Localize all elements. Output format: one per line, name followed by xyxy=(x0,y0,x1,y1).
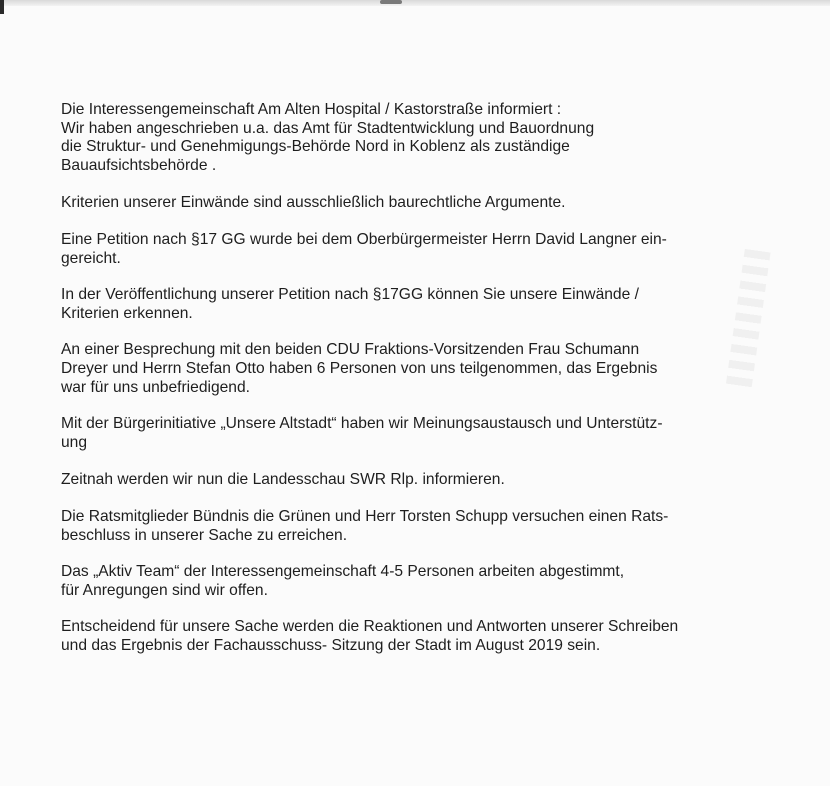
paragraph-council-members xyxy=(61,508,731,545)
paragraph-line: und das Ergebnis der Fachausschuss- Sitzung der Stadt im August 2019 sein. xyxy=(61,636,601,654)
paragraph-line: Wir haben angeschrieben u.a. das Amt für Stadtentwicklung und Bauordnung xyxy=(61,119,595,137)
scan-top-edge xyxy=(0,0,830,6)
paragraph-line: Die Interessengemeinschaft Am Alten Hospital / Kastorstraße informiert : xyxy=(61,101,562,118)
paragraph-line: An einer Besprechung mit den beiden CDU Fraktions-Vorsitzenden Frau Schumann xyxy=(61,341,640,359)
paragraph-line: Dreyer und Herrn Stefan Otto haben 6 Personen von uns teilgenommen, das Ergebnis xyxy=(61,359,658,377)
paragraph-criteria xyxy=(61,194,731,213)
paragraph-citizen-initiative xyxy=(61,415,731,452)
paragraph-line: ung xyxy=(61,433,88,451)
paragraph-line: Kriterien unserer Einwände sind ausschließlich baurechtliche Argumente. xyxy=(61,194,566,212)
paragraph-petition xyxy=(61,231,731,268)
paragraph-intro xyxy=(61,101,731,175)
paragraph-line: Das „Aktiv Team“ der Interessengemeinschaft 4-5 Personen arbeiten abgestimmt, xyxy=(61,563,625,581)
paragraph-line: gereicht. xyxy=(61,249,121,267)
paragraph-line: Bauaufsichtsbehörde . xyxy=(61,156,217,174)
paragraph-line: die Struktur- und Genehmigungs-Behörde Nord in Koblenz als zuständige xyxy=(61,138,570,156)
scan-dash-mark xyxy=(380,0,402,4)
letter-body xyxy=(61,101,731,655)
paragraph-line: Entscheidend für unsere Sache werden die Reaktionen und Antworten unserer Schreiben xyxy=(61,618,679,636)
paragraph-active-team xyxy=(61,563,731,600)
paragraph-line: Eine Petition nach §17 GG wurde bei dem Oberbürgermeister Herrn David Langner ein- xyxy=(61,230,667,248)
scan-corner-mark xyxy=(0,0,4,14)
paragraph-line: war für uns unbefriedigend. xyxy=(61,378,250,396)
paragraph-swr xyxy=(61,471,731,490)
paragraph-publication xyxy=(61,286,731,323)
paragraph-line: Kriterien erkennen. xyxy=(61,304,193,322)
paragraph-conclusion xyxy=(61,618,731,655)
paragraph-line: beschluss in unserer Sache zu erreichen. xyxy=(61,526,348,544)
paragraph-line: Die Ratsmitglieder Bündnis die Grünen und Herr Torsten Schupp versuchen einen Rats- xyxy=(61,507,669,525)
paragraph-meeting xyxy=(61,341,731,397)
paragraph-line: Mit der Bürgerinitiative „Unsere Altstadt“ haben wir Meinungsaustausch und Unterstütz- xyxy=(61,415,663,433)
paragraph-line: Zeitnah werden wir nun die Landesschau SWR Rlp. informieren. xyxy=(61,471,505,489)
paragraph-line: für Anregungen sind wir offen. xyxy=(61,581,268,599)
paragraph-line: In der Veröffentlichung unserer Petition nach §17GG können Sie unsere Einwände / xyxy=(61,286,639,304)
scan-bleed-through xyxy=(725,249,770,391)
